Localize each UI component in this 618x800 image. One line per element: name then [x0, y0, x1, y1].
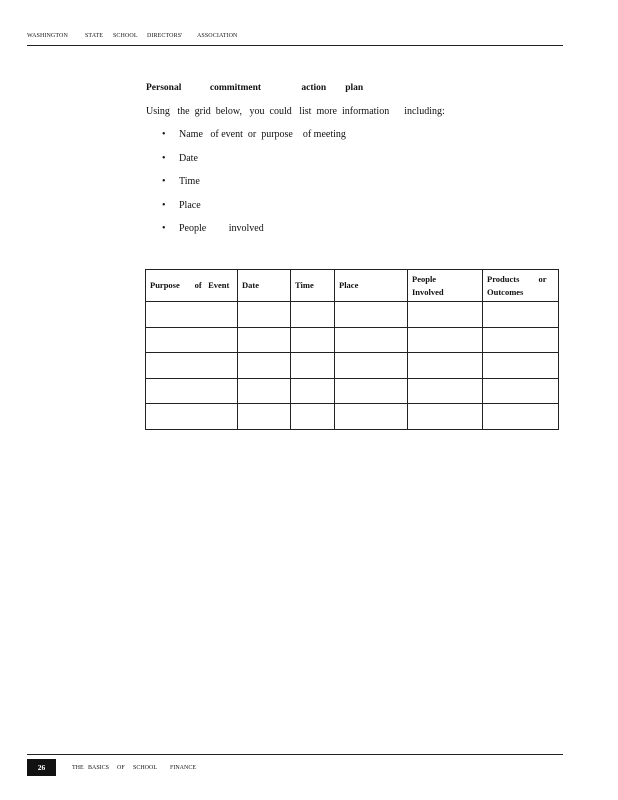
table-cell[interactable] [335, 353, 408, 379]
table-cell[interactable] [335, 327, 408, 353]
footer-divider [27, 754, 563, 755]
table-cell[interactable] [408, 327, 483, 353]
footer-word: OF [117, 765, 125, 771]
list-item [162, 129, 346, 153]
table-cell[interactable] [238, 302, 291, 328]
page-header [27, 31, 563, 46]
table-header-row [146, 270, 559, 302]
page-number: 26 [27, 759, 56, 776]
table-cell[interactable] [291, 353, 335, 379]
bullet-icon: • [162, 152, 166, 164]
column-header-date: Date [238, 270, 291, 302]
header-word: ASSOCIATION [197, 33, 238, 39]
table-cell[interactable] [238, 378, 291, 404]
table-row [146, 353, 559, 379]
list-item-text: People involved [179, 223, 264, 235]
table-cell[interactable] [146, 302, 238, 328]
table-cell[interactable] [408, 302, 483, 328]
column-header-place: Place [335, 270, 408, 302]
footer-word: BASICS [88, 765, 110, 771]
list-item-text: Time [179, 176, 200, 188]
list-item [162, 223, 346, 247]
table-cell[interactable] [483, 302, 559, 328]
list-item [162, 176, 346, 200]
table-cell[interactable] [335, 378, 408, 404]
table-cell[interactable] [408, 404, 483, 430]
footer-word: THE [72, 765, 84, 771]
bullet-icon: • [162, 129, 166, 140]
header-word: SCHOOL [113, 33, 138, 39]
header-word: WASHINGTON [27, 33, 68, 39]
table-cell[interactable] [146, 404, 238, 430]
column-header-time: Time [291, 270, 335, 302]
table-cell[interactable] [483, 327, 559, 353]
footer-word: SCHOOL [133, 765, 158, 771]
list-item-text: Name of event or purpose of meeting [179, 129, 346, 140]
table-cell[interactable] [238, 327, 291, 353]
column-header-purpose: Purpose of Event [146, 270, 238, 302]
list-item [162, 200, 346, 224]
table-cell[interactable] [483, 378, 559, 404]
section-title: Personal commitment action plan [146, 83, 364, 93]
table-cell[interactable] [291, 404, 335, 430]
table-cell[interactable] [291, 302, 335, 328]
list-item-text: Place [179, 199, 201, 211]
table-cell[interactable] [335, 404, 408, 430]
column-header-outcomes: Products or Outcomes [483, 270, 559, 302]
bullet-icon: • [162, 199, 166, 211]
table-cell[interactable] [291, 378, 335, 404]
list-item [162, 153, 346, 177]
table-cell[interactable] [146, 327, 238, 353]
bullet-icon: • [162, 176, 166, 188]
table-cell[interactable] [483, 404, 559, 430]
table-cell[interactable] [146, 378, 238, 404]
action-plan-grid [145, 269, 559, 430]
table-cell[interactable] [483, 353, 559, 379]
table-row [146, 404, 559, 430]
list-item-text: Date [179, 152, 198, 164]
table-cell[interactable] [238, 404, 291, 430]
table-row [146, 327, 559, 353]
intro-text: Using the grid below, you could list more information including: [146, 106, 445, 117]
table-cell[interactable] [408, 378, 483, 404]
bullet-icon: • [162, 223, 166, 235]
table-cell[interactable] [408, 353, 483, 379]
table-cell[interactable] [146, 353, 238, 379]
column-header-people: People Involved [408, 270, 483, 302]
bullet-list [162, 129, 346, 247]
table-cell[interactable] [335, 302, 408, 328]
header-word: STATE [85, 33, 104, 39]
table-cell[interactable] [238, 353, 291, 379]
footer-word: FINANCE [170, 765, 197, 771]
header-word: DIRECTORS' [147, 33, 183, 39]
table-row [146, 302, 559, 328]
table-cell[interactable] [291, 327, 335, 353]
table-row [146, 378, 559, 404]
